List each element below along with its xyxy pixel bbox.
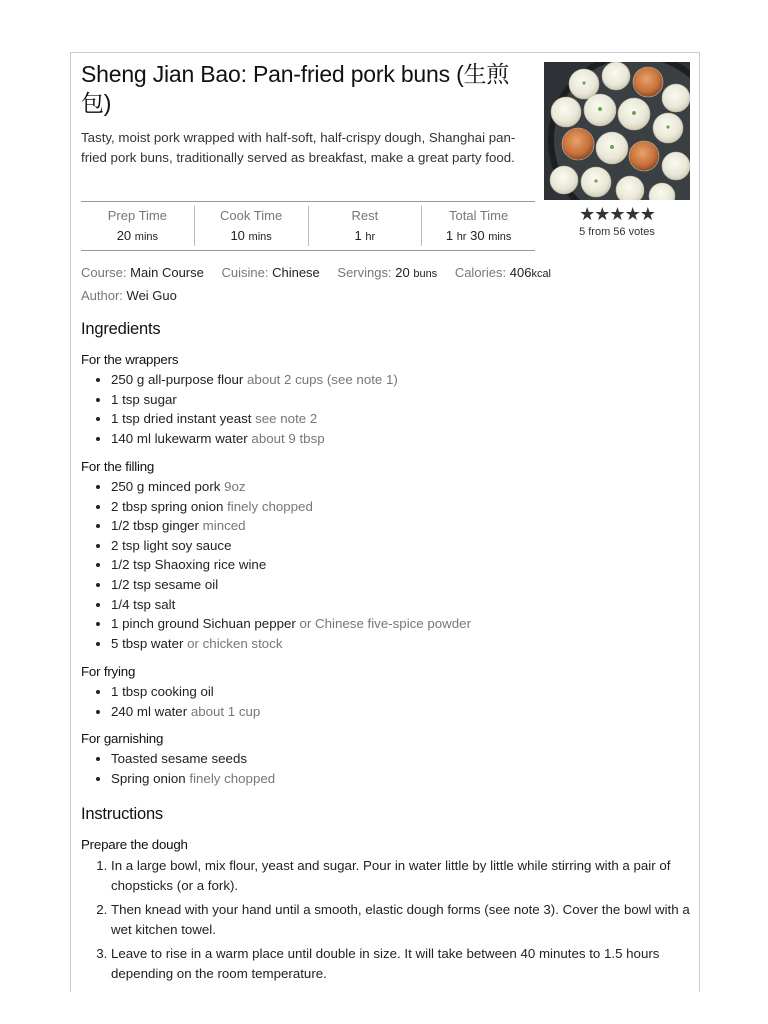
recipe-times xyxy=(81,201,535,251)
ingredient-item: • 250 g all-purpose flour about 2 cups (see note 1) xyxy=(111,370,691,390)
instruction-step: 2. Then knead with your hand until a smooth, elastic dough forms (see note 3). Cover the bowl with a wet kitchen towel. xyxy=(111,900,691,940)
group-title: For garnishing xyxy=(81,731,164,746)
time-cook xyxy=(195,206,309,246)
time-total xyxy=(422,206,535,246)
group-title: For the filling xyxy=(81,459,155,474)
group-title: Prepare the dough xyxy=(81,837,188,852)
star-icon[interactable]: ★ xyxy=(579,204,595,224)
ingredient-group-garnishing xyxy=(81,730,691,788)
ingredient-group-filling xyxy=(81,458,691,653)
time-value: 1 hr 30 mins xyxy=(445,228,512,243)
time-label: Rest xyxy=(351,208,379,223)
instruction-step: 3. Leave to rise in a warm place until double in size. It will take between 40 minutes to 1.5 hours depending on the room temperature. xyxy=(111,944,691,984)
ingredient-item: • 250 g minced pork 9oz xyxy=(111,477,691,497)
ingredient-item: • 140 ml lukewarm water about 9 tbsp xyxy=(111,429,691,449)
time-label: Total Time xyxy=(449,208,509,223)
ingredient-item: • 1/2 tsp Shaoxing rice wine xyxy=(111,555,691,575)
time-value: 10 mins xyxy=(230,228,272,243)
ingredient-item: • 1/2 tbsp ginger minced xyxy=(111,516,691,536)
meta-servings[interactable]: 20 xyxy=(395,265,410,280)
recipe-meta xyxy=(81,262,681,306)
ingredients-heading: Ingredients xyxy=(81,320,161,338)
group-title: For the wrappers xyxy=(81,352,179,367)
ingredient-item: • 240 ml water about 1 cup xyxy=(111,702,691,722)
rating-votes: 5 from 56 votes xyxy=(579,226,655,238)
ingredient-group-frying xyxy=(81,663,691,721)
ingredient-item: • 1 tsp dried instant yeast see note 2 xyxy=(111,409,691,429)
ingredient-item: • Toasted sesame seeds xyxy=(111,749,691,769)
ingredient-group-wrappers xyxy=(81,351,691,448)
rating[interactable] xyxy=(544,204,690,238)
time-value: 1 hr xyxy=(354,228,376,243)
meta-row: Course: Main Course Cuisine: Chinese Servings: 20 buns Calories: 406kcal xyxy=(81,265,551,280)
group-title: For frying xyxy=(81,664,136,679)
meta-author: Wei Guo xyxy=(126,288,177,303)
instructions-heading: Instructions xyxy=(81,805,163,823)
time-prep xyxy=(81,206,195,246)
ingredient-item: • 5 tbsp water or chicken stock xyxy=(111,634,691,654)
meta-calories: 406 xyxy=(509,265,532,280)
star-icon[interactable]: ★ xyxy=(594,204,610,224)
meta-course[interactable]: Main Course xyxy=(130,265,204,280)
ingredient-item: • Spring onion finely chopped xyxy=(111,769,691,789)
instruction-group-dough xyxy=(81,836,691,988)
star-icon[interactable]: ★ xyxy=(624,204,640,224)
ingredient-item: • 1/4 tsp salt xyxy=(111,595,691,615)
time-value: 20 mins xyxy=(116,228,159,243)
rating-stars[interactable] xyxy=(544,204,690,224)
star-icon[interactable]: ★ xyxy=(639,204,655,224)
ingredient-item: • 2 tsp light soy sauce xyxy=(111,536,691,556)
ingredient-item: • 1 pinch ground Sichuan pepper or Chinese five-spice powder xyxy=(111,614,691,634)
meta-author-row: Author: Wei Guo xyxy=(81,288,177,303)
meta-cuisine[interactable]: Chinese xyxy=(272,265,320,280)
recipe-summary: Tasty, moist pork wrapped with half-soft, half-crispy dough, Shanghai pan-fried pork buns, traditionally served as breakfast, make a great party food. xyxy=(81,130,516,165)
time-label: Prep Time xyxy=(107,208,167,223)
pork-buns-image xyxy=(544,62,690,200)
time-rest xyxy=(309,206,423,246)
star-icon[interactable]: ★ xyxy=(609,204,625,224)
ingredient-item: • 1/2 tsp sesame oil xyxy=(111,575,691,595)
instruction-step: 1. In a large bowl, mix flour, yeast and sugar. Pour in water little by little while stirring with a pair of chopsticks (or a fork). xyxy=(111,856,691,896)
recipe-photo xyxy=(544,62,690,200)
time-label: Cook Time xyxy=(220,208,283,223)
ingredient-item: • 2 tbsp spring onion finely chopped xyxy=(111,497,691,517)
ingredient-item: • 1 tsp sugar xyxy=(111,390,691,410)
ingredient-item: • 1 tbsp cooking oil xyxy=(111,682,691,702)
recipe-title: Sheng Jian Bao: Pan-fried pork buns (生煎包) xyxy=(81,61,510,116)
